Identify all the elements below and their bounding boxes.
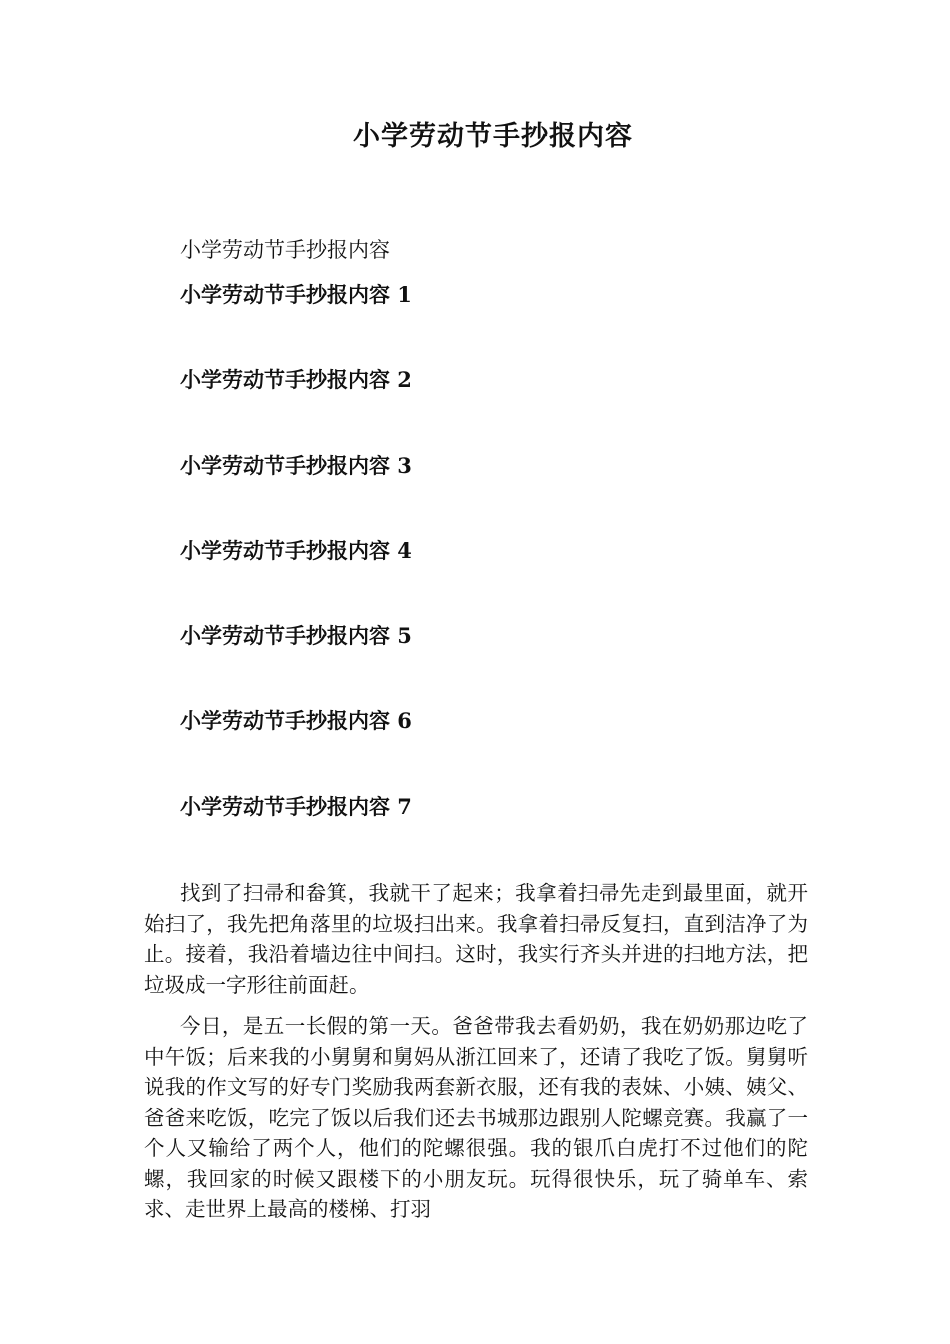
body-paragraph-1: 找到了扫帚和畚箕，我就干了起来；我拿着扫帚先走到最里面，就开始扫了，我先把角落里的垃圾扫出来。我拿着扫帚反复扫，直到洁净了为止。接着，我沿着墙边往中间扫。这时，我实行齐头并进的扫地方法，把垃圾成一字形往前面赶。	[144, 881, 808, 997]
section-heading-7: 小学劳动节手抄报内容 7	[180, 793, 412, 819]
section-heading-5: 小学劳动节手抄报内容 5	[180, 623, 412, 649]
section-heading-list	[180, 280, 412, 877]
document-subtitle: 小学劳动节手抄报内容	[180, 238, 390, 262]
section-heading-3: 小学劳动节手抄报内容 3	[180, 452, 412, 478]
body-paragraph-2: 今日，是五一长假的第一天。爸爸带我去看奶奶，我在奶奶那边吃了中午饭；后来我的小舅舅和舅妈从浙江回来了，还请了我吃了饭。舅舅听说我的作文写的好专门奖励我两套新衣服，还有我的表妹、小姨、姨父、爸爸来吃饭，吃完了饭以后我们还去书城那边跟别人陀螺竞赛。我赢了一个人又输给了两个人，他们的陀螺很强。我的银爪白虎打不过他们的陀螺，我回家的时候又跟楼下的小朋友玩。玩得很快乐，玩了骑单车、索求、走世界上最高的楼梯、打羽	[144, 1014, 808, 1221]
section-heading-2: 小学劳动节手抄报内容 2	[180, 367, 412, 393]
section-heading-1: 小学劳动节手抄报内容 1	[180, 282, 412, 307]
document-title: 小学劳动节手抄报内容	[353, 121, 633, 152]
body-text	[144, 878, 808, 1236]
section-heading-4: 小学劳动节手抄报内容 4	[180, 537, 412, 563]
section-heading-6: 小学劳动节手抄报内容 6	[180, 708, 412, 734]
